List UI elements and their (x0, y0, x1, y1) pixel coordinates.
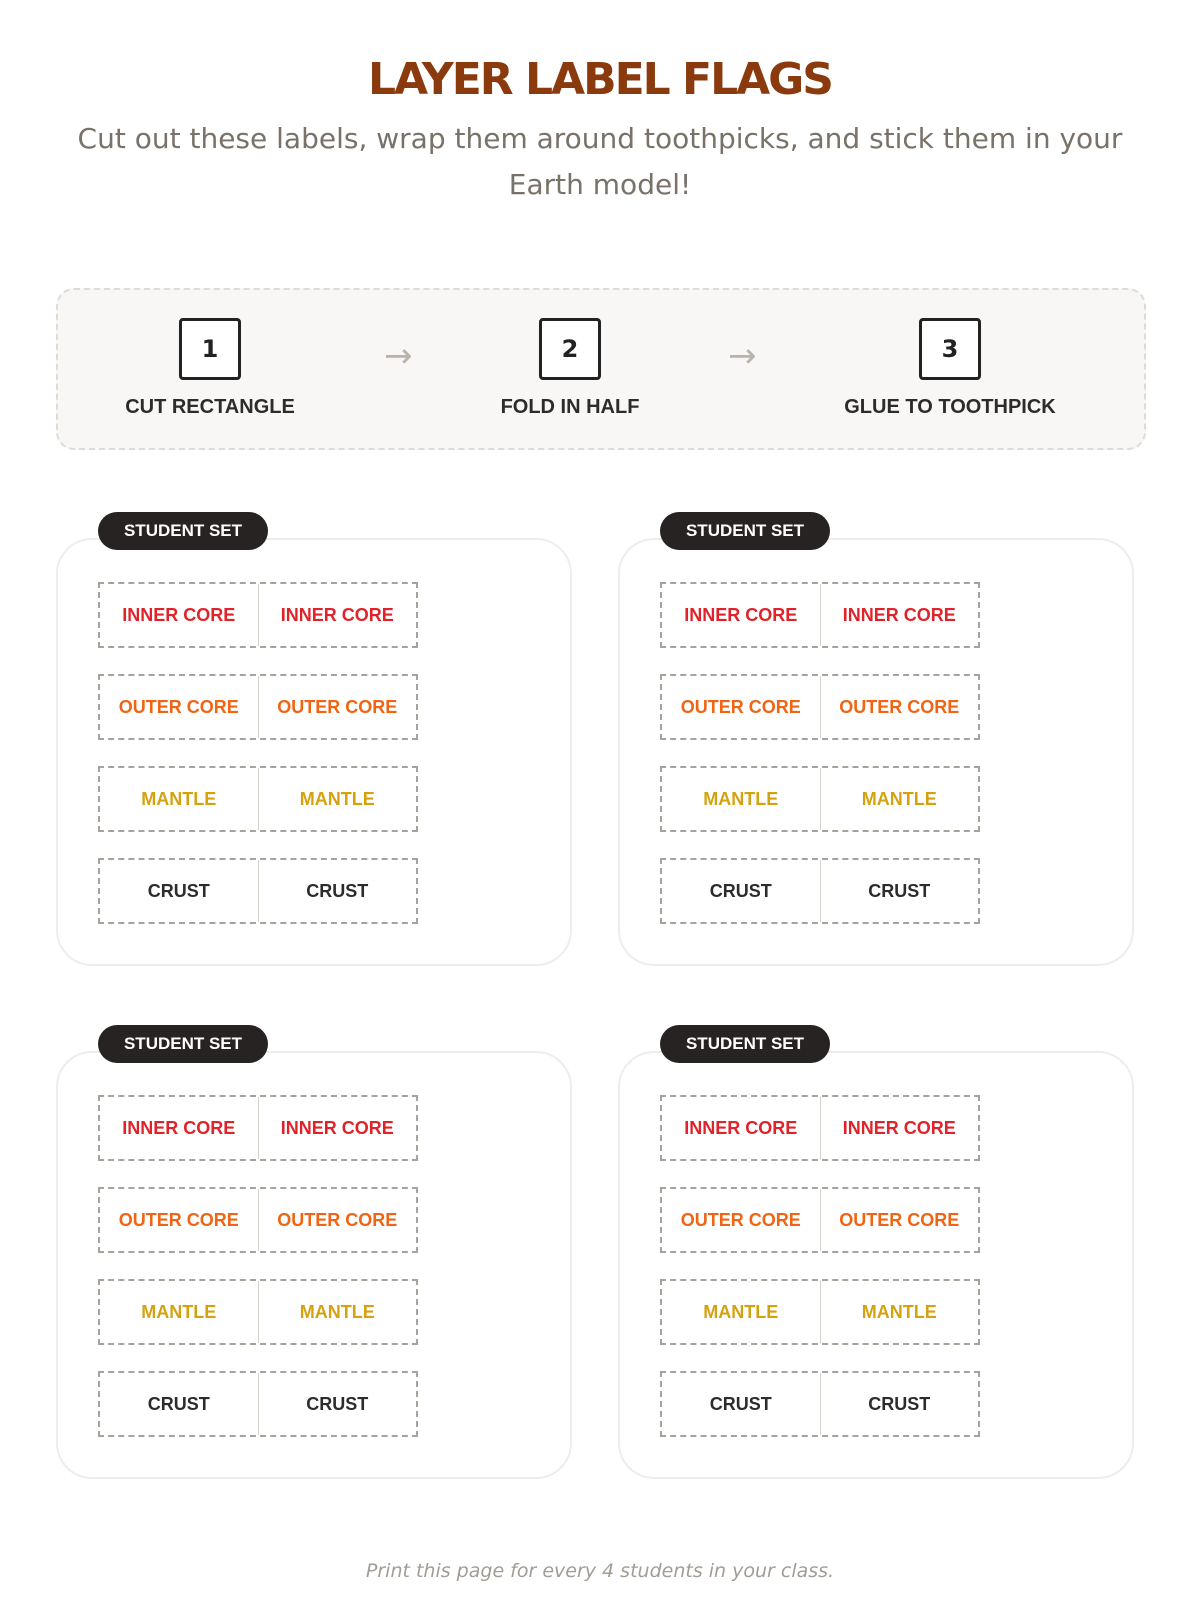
flag-label: CRUST (820, 860, 979, 922)
flag-label: INNER CORE (258, 584, 417, 646)
step-2 (420, 318, 720, 419)
flag-cutout (98, 582, 418, 648)
step-number-box: 2 (539, 318, 601, 380)
student-set-card (618, 1034, 1134, 1479)
student-set-badge: STUDENT SET (660, 1025, 830, 1063)
instruction-steps (56, 288, 1146, 450)
flag-cutout (98, 858, 418, 924)
flag-cutout (660, 1187, 980, 1253)
flag-label: OUTER CORE (820, 676, 979, 738)
flag-label: INNER CORE (258, 1097, 417, 1159)
flag-cutout (660, 1371, 980, 1437)
flag-label: CRUST (147, 880, 210, 901)
flag-label: OUTER CORE (680, 696, 801, 717)
flag-cutout (660, 582, 980, 648)
flag-label: MANTLE (703, 1301, 779, 1322)
flag-cutout (98, 1095, 418, 1161)
flag-label: OUTER CORE (680, 1209, 801, 1230)
flag-cutout (98, 1371, 418, 1437)
page-title: LAYER LABEL FLAGS (368, 54, 832, 105)
step-number-box: 3 (919, 318, 981, 380)
flag-cutout (98, 1187, 418, 1253)
student-set-card (618, 521, 1134, 966)
flag-cutout (660, 1095, 980, 1161)
step-number-box: 1 (179, 318, 241, 380)
flag-cutout (98, 1279, 418, 1345)
flag-label: CRUST (258, 1373, 417, 1435)
flag-label: MANTLE (141, 788, 217, 809)
flag-cutout (660, 1279, 980, 1345)
flag-label: MANTLE (820, 1281, 979, 1343)
flag-label: MANTLE (258, 768, 417, 830)
flag-cutout (98, 766, 418, 832)
flag-label: OUTER CORE (820, 1189, 979, 1251)
student-set-badge: STUDENT SET (660, 512, 830, 550)
page-subtitle: Cut out these labels, wrap them around toothpicks, and stick them in your Earth model! (77, 122, 1123, 201)
flag-label: CRUST (258, 860, 417, 922)
flag-label: MANTLE (141, 1301, 217, 1322)
flag-cutout (660, 766, 980, 832)
flag-label: CRUST (709, 880, 772, 901)
step-3 (800, 318, 1100, 419)
flag-label: CRUST (147, 1393, 210, 1414)
flag-label: OUTER CORE (258, 1189, 417, 1251)
flag-label: INNER CORE (684, 1117, 798, 1138)
flag-label: INNER CORE (820, 584, 979, 646)
student-set-badge: STUDENT SET (98, 1025, 268, 1063)
footer-note: Print this page for every 4 students in your class. (365, 1560, 835, 1582)
flag-label: CRUST (709, 1393, 772, 1414)
arrow-right-icon: → (728, 336, 757, 376)
flag-label: INNER CORE (122, 1117, 236, 1138)
student-set-card (56, 1034, 572, 1479)
step-label: FOLD IN HALF (500, 396, 640, 418)
flag-label: MANTLE (703, 788, 779, 809)
flag-cutout (98, 674, 418, 740)
flag-label: OUTER CORE (118, 696, 239, 717)
flag-cutout (660, 674, 980, 740)
flag-label: INNER CORE (122, 604, 236, 625)
flag-label: MANTLE (258, 1281, 417, 1343)
step-label: GLUE TO TOOTHPICK (844, 396, 1056, 418)
flag-label: OUTER CORE (118, 1209, 239, 1230)
student-set-card (56, 521, 572, 966)
flag-label: OUTER CORE (258, 676, 417, 738)
step-1 (60, 318, 360, 419)
arrow-right-icon: → (384, 336, 413, 376)
flag-label: INNER CORE (820, 1097, 979, 1159)
flag-label: MANTLE (820, 768, 979, 830)
step-label: CUT RECTANGLE (125, 396, 295, 418)
flag-label: CRUST (820, 1373, 979, 1435)
student-set-badge: STUDENT SET (98, 512, 268, 550)
flag-label: INNER CORE (684, 604, 798, 625)
flag-cutout (660, 858, 980, 924)
